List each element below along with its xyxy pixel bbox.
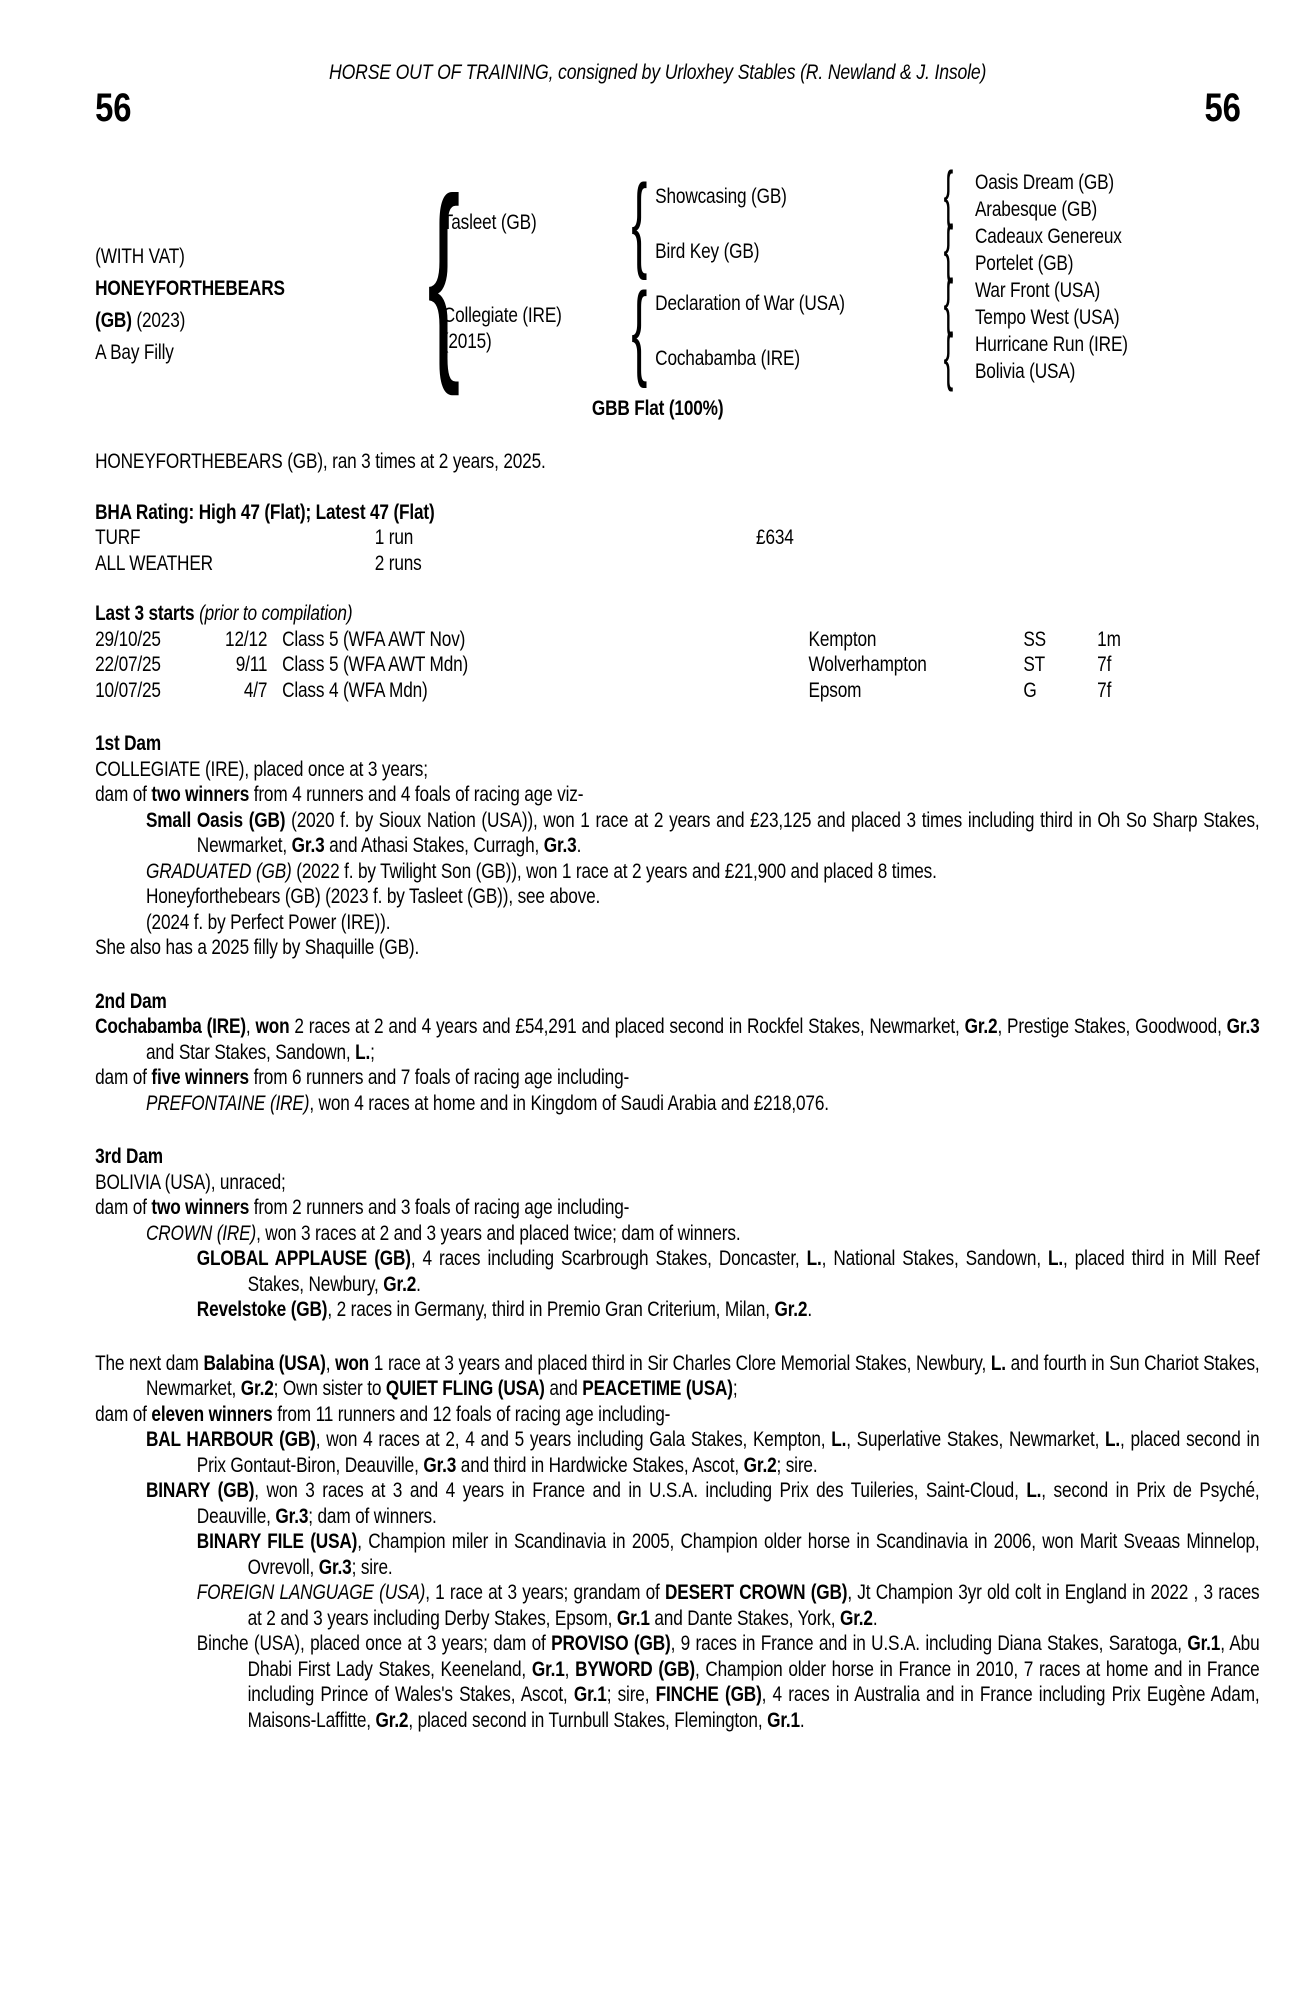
pedigree-paragraph: [95, 1246, 1259, 1297]
pedigree-paragraph: [95, 1297, 1259, 1323]
text-run: , 2 races in Germany, third in Premio Gran Criterium, Milan,: [327, 1298, 775, 1321]
text-run: , Champion older horse in France in 2010, 7 races at home and in France including Prince of Wales's Stakes, Ascot,: [247, 1657, 1260, 1706]
text-run: .: [807, 1298, 812, 1321]
text-run: ; sire.: [776, 1453, 818, 1477]
pedigree-paragraph: [95, 1351, 1259, 1402]
gen4-ancestor: War Front (USA): [974, 279, 1101, 302]
subject-block: [95, 241, 285, 369]
text-run: and third in Hardwicke Stakes, Ascot,: [456, 1453, 744, 1477]
text-run: Binche (USA), placed once at 3 years; dam of: [196, 1632, 552, 1655]
gbb-scheme-note: GBB Flat (100%): [591, 397, 724, 420]
text-run: Gr.2: [839, 1606, 873, 1630]
text-run: L.: [806, 1247, 822, 1270]
page-title: HORSE OUT OF TRAINING, consigned by Urloxhey Stables (R. Newland & J. Insole): [329, 60, 987, 84]
last-start-date: 29/10/25: [95, 627, 161, 651]
text-run: won: [335, 1351, 370, 1375]
dam: [443, 303, 562, 355]
text-run: Cochabamba (IRE): [95, 1015, 246, 1038]
dam-year: (2015): [442, 330, 492, 353]
text-run: GLOBAL APPLAUSE (GB): [196, 1247, 411, 1270]
gen4-ancestor: Portelet (GB): [974, 252, 1074, 275]
surface-runs: 1 run: [374, 526, 414, 549]
last-start-course: Kempton: [808, 627, 877, 651]
pedigree-paragraph: [95, 808, 1259, 859]
text-run: 1 race at 3 years and placed third in Sir Charles Clore Memorial Stakes, Newbury,: [369, 1351, 991, 1375]
text-run: GRADUATED (GB): [145, 859, 292, 883]
granddam: Bird Key (GB): [655, 240, 760, 263]
last-start-course: Epsom: [808, 678, 862, 702]
text-run: , 1 race at 3 years; grandam of: [425, 1581, 666, 1604]
pedigree-brace-sire: [625, 176, 654, 268]
text-run: ,: [564, 1657, 576, 1681]
last-start-sp: [267, 627, 282, 653]
vat-note: (WITH VAT): [95, 245, 185, 268]
pedigree-paragraph: [95, 1402, 1259, 1428]
text-run: , won 3 races at 3 and 4 years in France and in U.S.A. including Prix des Tuileries, Saint-Cloud,: [254, 1479, 1027, 1502]
last-start-dist: 1m: [1097, 627, 1121, 651]
text-run: CROWN (IRE): [145, 1221, 257, 1245]
text-run: , Abu Dhabi First Lady Stakes, Keeneland,: [247, 1632, 1260, 1681]
grandsire: Showcasing (GB): [655, 185, 787, 208]
pedigree-paragraph: [95, 1427, 1259, 1478]
text-run: , 4 races including Scarbrough Stakes, Doncaster,: [410, 1247, 807, 1270]
last-start-pos: 4/7: [243, 678, 268, 702]
text-run: (2023): [131, 309, 186, 332]
last-start-pos: 12/12: [225, 627, 268, 651]
pedigree-paragraph: [95, 1529, 1259, 1580]
surface-runs: 2 runs: [374, 551, 422, 575]
last-start-going: G: [1023, 678, 1037, 702]
text-run: Gr.1: [616, 1606, 650, 1630]
pedigree-paragraph: [95, 1065, 1259, 1091]
text-run: Gr.2: [743, 1453, 777, 1477]
dam-heading: 2nd Dam: [95, 989, 167, 1013]
text-run: COLLEGIATE (IRE), placed once at 3 years;: [95, 757, 428, 781]
text-run: Small Oasis (GB): [145, 808, 286, 832]
last-starts-note: (prior to compilation): [199, 602, 353, 625]
text-run: PROVISO (GB): [551, 1632, 671, 1655]
gen4-ancestor: Cadeaux Genereux: [974, 225, 1122, 248]
text-run: .: [576, 834, 582, 857]
text-run: Gr.3: [291, 834, 325, 857]
pedigree-paragraph: [95, 782, 1259, 808]
text-run: from 6 runners and 7 foals of racing age including-: [248, 1066, 630, 1089]
sire: Tasleet (GB): [442, 211, 537, 234]
last-starts-block: [95, 601, 1259, 703]
gen4-ancestor: Oasis Dream (GB): [974, 171, 1114, 194]
dam-name: Collegiate (IRE): [442, 304, 562, 327]
text-run: , won 4 races at home and in Kingdom of Saudi Arabia and £218,076.: [309, 1091, 829, 1115]
text-run: BINARY (GB): [145, 1479, 255, 1502]
last-start-course: Wolverhampton: [808, 653, 927, 676]
text-run: .: [872, 1606, 878, 1630]
text-run: ,: [325, 1351, 336, 1375]
text-run: (2020 f. by Sioux Nation (USA)), won 1 race at 2 years and £23,125 and placed 3 times including third in Oh So Sharp Stakes, Newmarket,: [196, 808, 1260, 857]
last-starts-table: [95, 627, 1259, 704]
text-run: L.: [1026, 1479, 1042, 1502]
text-run: five winners: [151, 1066, 249, 1089]
text-run: L.: [1105, 1428, 1121, 1451]
text-run: Gr.2: [383, 1272, 417, 1296]
text-run: and fourth in Sun Chariot Stakes, Newmarket,: [145, 1351, 1260, 1400]
text-run: Gr.2: [375, 1708, 409, 1732]
text-run: (GB): [95, 309, 132, 332]
last-start-sp: [267, 678, 282, 704]
text-run: FOREIGN LANGUAGE (USA): [196, 1581, 426, 1604]
text-run: .: [799, 1708, 805, 1732]
grandsire-damside: Declaration of War (USA): [655, 292, 845, 315]
text-run: two winners: [151, 783, 250, 806]
last-start-date: 10/07/25: [95, 678, 161, 702]
text-run: , placed third in Mill Reef Stakes, Newbury,: [247, 1247, 1260, 1296]
pedigree-paragraph: [95, 1631, 1259, 1733]
text-run: , won 3 races at 2 and 3 years and placed twice; dam of winners.: [256, 1221, 741, 1245]
text-run: dam of: [95, 783, 152, 806]
text-run: .: [416, 1272, 421, 1296]
pedigree-paragraph: [95, 884, 1259, 910]
pedigree-paragraph: [95, 1221, 1259, 1247]
text-run: , 4 races in Australia and in France including Prix Eugène Adam, Maisons-Laffitte,: [247, 1683, 1260, 1732]
last-start-cls: Class 4 (WFA Mdn): [282, 678, 428, 702]
last-starts-heading: [95, 601, 1259, 627]
text-run: 2 races at 2 and 4 years and £54,291 and placed second in Rockfel Stakes, Newmarket,: [289, 1015, 965, 1038]
text-run: (2024 f. by Perfect Power (IRE)).: [145, 910, 391, 934]
text-run: BAL HARBOUR (GB): [145, 1428, 316, 1451]
text-run: and Star Stakes, Sandown,: [145, 1040, 356, 1064]
text-run: She also has a 2025 filly by Shaquille (GB).: [95, 936, 420, 959]
text-run: Gr.2: [964, 1015, 998, 1038]
pedigree-paragraph: [95, 1170, 1259, 1196]
subject-description: A Bay Filly: [95, 341, 174, 364]
text-run: from 4 runners and 4 foals of racing age viz-: [249, 783, 584, 806]
text-run: FINCHE (GB): [655, 1683, 762, 1706]
gen4-ancestor: Tempo West (USA): [974, 306, 1120, 329]
surface-row: [95, 551, 1259, 577]
pedigree-paragraph: [95, 1091, 1259, 1117]
pedigree-paragraph: [95, 1014, 1259, 1065]
text-run: from 2 runners and 3 foals of racing age including-: [249, 1196, 630, 1219]
last-start-row: [95, 678, 1259, 704]
gen4-ancestor: Bolivia (USA): [974, 360, 1076, 383]
dam-section: [95, 1351, 1259, 1734]
text-run: (2022 f. by Twilight Son (GB)), won 1 race at 2 years and £21,900 and placed 8 times.: [291, 859, 937, 883]
text-run: , National Stakes, Sandown,: [821, 1247, 1049, 1270]
pedigree-brace-g4-4: [940, 328, 957, 384]
text-run: and Dante Stakes, York,: [649, 1606, 840, 1630]
catalogue-text: [95, 449, 1259, 1733]
text-run: Revelstoke (GB): [196, 1298, 328, 1321]
text-run: DESERT CROWN (GB): [665, 1581, 848, 1604]
text-run: BOLIVIA (USA), unraced;: [95, 1170, 286, 1194]
text-run: from 11 runners and 12 foals of racing age including-: [272, 1402, 671, 1426]
surface-earnings: £634: [756, 526, 794, 549]
last-start-going: SS: [1023, 627, 1047, 651]
last-start-sp: [267, 652, 282, 678]
text-run: Gr.2: [240, 1377, 274, 1400]
pedigree-paragraph: [95, 935, 1259, 961]
text-run: Balabina (USA): [203, 1351, 326, 1375]
surface-label: TURF: [95, 526, 141, 549]
last-start-going: ST: [1023, 653, 1046, 676]
text-run: Gr.1: [531, 1657, 565, 1681]
pedigree-paragraph: [95, 859, 1259, 885]
text-run: two winners: [151, 1196, 250, 1219]
bha-rating-block: [95, 500, 1259, 577]
text-run: , second in Prix de Psyché, Deauville,: [196, 1479, 1260, 1528]
race-record-summary: HONEYFORTHEBEARS (GB), ran 3 times at 2 years, 2025.: [95, 450, 546, 473]
text-run: L.: [831, 1428, 847, 1451]
granddam-damside: Cochabamba (IRE): [655, 347, 800, 370]
last-start-date: 22/07/25: [95, 653, 161, 676]
last-start-dist: 7f: [1097, 678, 1112, 702]
text-run: dam of: [95, 1066, 152, 1089]
text-run: ; sire.: [351, 1555, 393, 1579]
text-run: Gr.1: [573, 1683, 607, 1706]
text-run: PEACETIME (USA): [582, 1377, 733, 1400]
text-run: QUIET FLING (USA): [385, 1377, 545, 1400]
text-run: L.: [355, 1040, 371, 1064]
last-start-row: [95, 627, 1259, 653]
last-start-pos: 9/11: [235, 653, 268, 676]
text-run: L.: [990, 1351, 1006, 1375]
pedigree-paragraph: [95, 757, 1259, 783]
last-start-row: [95, 652, 1259, 678]
text-run: Gr.2: [774, 1298, 808, 1321]
surface-row: [95, 525, 1259, 551]
surface-label: ALL WEATHER: [95, 551, 213, 575]
text-run: eleven winners: [151, 1402, 273, 1426]
text-run: , Champion miler in Scandinavia in 2005, Champion older horse in Scandinavia in 2006, won Marit Sveaas Minnelop, Ovrevoll,: [247, 1530, 1260, 1579]
text-run: and Athasi Stakes, Curragh,: [324, 834, 544, 857]
text-run: ; sire,: [606, 1683, 656, 1706]
text-run: Gr.1: [767, 1708, 800, 1732]
text-run: Gr.3: [543, 834, 577, 857]
text-run: ;: [732, 1377, 738, 1400]
text-run: PREFONTAINE (IRE): [145, 1091, 310, 1115]
lot-number-right: 56: [1204, 86, 1241, 130]
gen4-ancestor: Hurricane Run (IRE): [974, 333, 1128, 356]
text-run: and: [544, 1377, 583, 1400]
text-run: BINARY FILE (USA): [196, 1530, 358, 1553]
text-run: BYWORD (GB): [575, 1657, 695, 1681]
text-run: Gr.1: [1187, 1632, 1221, 1655]
text-run: ; dam of winners.: [308, 1504, 437, 1528]
lot-number-left: 56: [95, 86, 132, 130]
text-run: ;: [370, 1040, 375, 1064]
subject-suffix: [95, 305, 285, 337]
text-run: , Jt Champion 3yr old colt in England in 2022 , 3 races at 2 and 3 years including Derby Stakes, Epsom,: [247, 1581, 1260, 1630]
text-run: L.: [1048, 1247, 1064, 1270]
text-run: , 9 races in France and in U.S.A. including Diana Stakes, Saratoga,: [670, 1632, 1188, 1655]
last-start-cls: Class 5 (WFA AWT Mdn): [282, 653, 469, 676]
text-run: ; Own sister to: [273, 1377, 386, 1400]
text-run: Gr.3: [1226, 1015, 1260, 1038]
pedigree-paragraph: [95, 1580, 1259, 1631]
text-run: won: [255, 1015, 290, 1038]
text-run: , placed second in Prix Gontaut-Biron, Deauville,: [196, 1428, 1260, 1477]
dam-section: [95, 1144, 1259, 1323]
text-run: Honeyforthebears (GB) (2023 f. by Tasleet (GB)), see above.: [145, 885, 601, 908]
text-run: ,: [245, 1015, 256, 1038]
text-run: The next dam: [95, 1351, 204, 1375]
text-run: , won 4 races at 2, 4 and 5 years including Gala Stakes, Kempton,: [315, 1428, 832, 1451]
bha-rating: BHA Rating: High 47 (Flat); Latest 47 (Flat): [95, 500, 435, 524]
last-start-cls: Class 5 (WFA AWT Nov): [282, 627, 466, 651]
dam-sections: [95, 731, 1259, 1733]
pedigree-paragraph: [95, 1195, 1259, 1221]
text-run: dam of: [95, 1402, 152, 1426]
dam-section: [95, 731, 1259, 961]
text-run: Gr.3: [423, 1453, 457, 1477]
gen4-ancestor: Arabesque (GB): [974, 198, 1098, 221]
text-run: , placed second in Turnbull Stakes, Flemington,: [408, 1708, 768, 1732]
text-run: , Superlative Stakes, Newmarket,: [846, 1428, 1106, 1451]
text-run: dam of: [95, 1196, 152, 1219]
text-run: , Prestige Stakes, Goodwood,: [997, 1015, 1227, 1038]
last-start-dist: 7f: [1097, 653, 1112, 676]
pedigree-brace-dam: [625, 284, 654, 376]
pedigree-paragraph: [95, 1478, 1259, 1529]
dam-section: [95, 989, 1259, 1117]
dam-heading: 1st Dam: [95, 732, 161, 755]
text-run: Gr.3: [275, 1504, 309, 1528]
pedigree-paragraph: [95, 910, 1259, 936]
dam-heading: 3rd Dam: [95, 1145, 163, 1168]
text-run: Gr.3: [318, 1555, 352, 1579]
last-starts-title: Last 3 starts: [95, 602, 195, 625]
subject-name: HONEYFORTHEBEARS: [95, 277, 285, 300]
